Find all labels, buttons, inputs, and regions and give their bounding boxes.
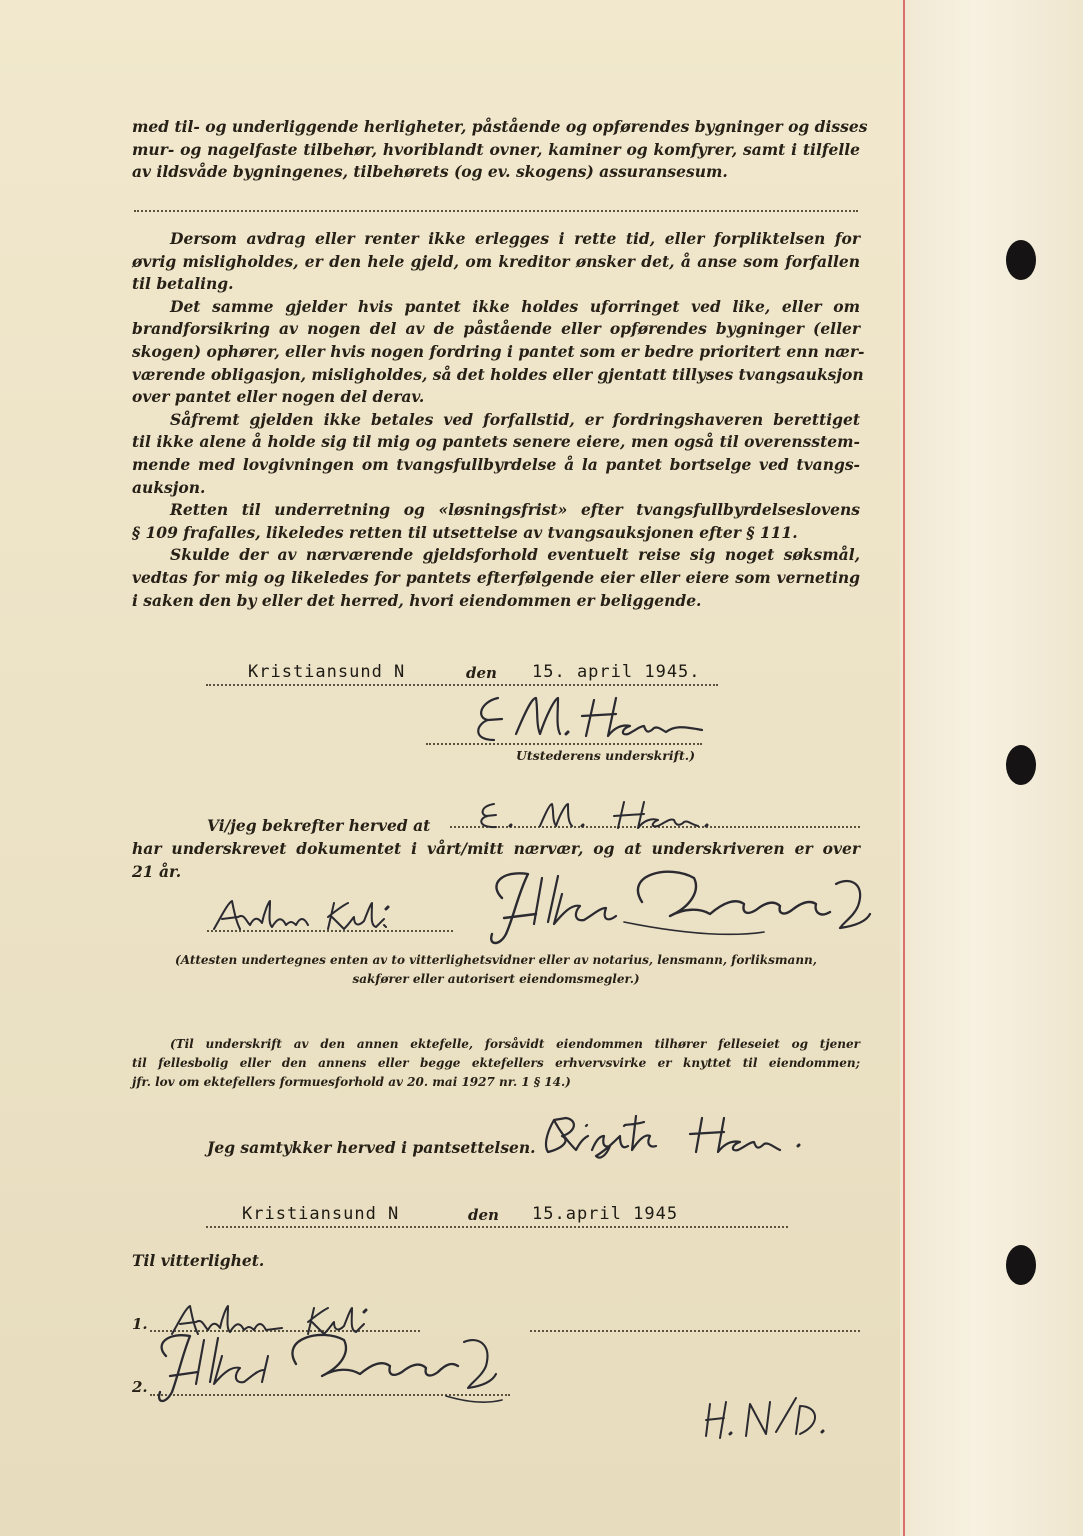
text-line: til fellesbolig eller den annens eller begge ektefellers erhvervsvirke er knyttet til eiendommen;: [132, 1056, 860, 1070]
confirm-name-handwriting: [474, 796, 714, 832]
date2-date: 15.april 1945: [532, 1204, 679, 1224]
punch-hole-1: [1006, 240, 1036, 280]
punch-hole-2: [1006, 745, 1036, 785]
witness-number-2: 2.: [132, 1378, 148, 1396]
date1-den-label: den: [466, 664, 497, 682]
text-line: over pantet eller nogen del derav.: [132, 387, 425, 407]
attestation-note: [132, 951, 860, 989]
text-line: Dersom avdrag eller renter ikke erlegges i rette tid, eller forpliktelsen for: [170, 229, 860, 248]
text-line: sakfører eller autorisert eiendomsmegler.): [352, 972, 640, 986]
text-line: med til- og underliggende herligheter, påstående og opførendes bygninger og disses: [132, 117, 868, 136]
issuer-signature-line: [426, 743, 702, 745]
text-line: øvrig misligholdes, er den hele gjeld, om kreditor ønsker det, å anse som forfallen: [132, 251, 860, 271]
red-margin-rule: [903, 0, 905, 1536]
consent-text: Jeg samtykker herved i pantsettelsen.: [207, 1138, 536, 1157]
confirm-prefix: Vi/jeg bekrefter herved at: [207, 816, 431, 835]
text-line: Skulde der av nærværende gjeldsforhold eventuelt reise sig noget søksmål,: [170, 545, 860, 565]
text-line: jfr. lov om ektefellers formuesforhold av 20. mai 1927 nr. 1 § 14.): [132, 1075, 571, 1089]
punch-hole-3: [1006, 1245, 1036, 1285]
issuer-signature: [470, 690, 710, 748]
spouse-signature: [540, 1110, 810, 1160]
date1-date: 15. april 1945.: [532, 662, 701, 682]
date-line-1: [206, 684, 718, 686]
margin-note: [700, 1390, 840, 1450]
text-line: mur- og nagelfaste tilbehør, hvoriblandt ovner, kaminer og komfyrer, samt i tilfelle: [132, 139, 860, 159]
text-line: 21 år.: [132, 861, 182, 881]
witness-number-1: 1.: [132, 1315, 148, 1333]
terms-paragraphs: [132, 228, 865, 612]
witness-line-1b: [530, 1330, 860, 1332]
text-line: brandforsikring av nogen del av de påstående eller opførendes bygninger (eller: [132, 319, 860, 339]
text-line: vedtas for mig og likeledes for pantets efterfølgende eier eller eiere som verneting: [132, 567, 860, 587]
issuer-signature-label: Utstederens underskrift.): [516, 748, 696, 763]
text-line: Retten til underretning og «løsningsfrist» efter tvangsfullbyrdelseslovens: [170, 500, 860, 520]
spouse-note: [132, 1035, 860, 1092]
dotted-separator: [134, 210, 858, 212]
text-line: værende obligasjon, misligholdes, så det holdes eller gjentatt tillyses tvangsauksjon: [132, 364, 864, 384]
text-line: § 109 frafalles, likeledes retten til utsettelse av tvangsauksjonen efter § 111.: [132, 522, 798, 542]
text-line: (Til underskrift av den annen ektefelle, forsåvidt eiendommen tilhører felleseiet og tjener: [170, 1037, 860, 1051]
date1-place: Kristiansund N: [248, 662, 406, 682]
text-line: har underskrevet dokumentet i vårt/mitt nærvær, og at underskriveren er over: [132, 839, 860, 858]
date2-place: Kristiansund N: [242, 1204, 400, 1224]
text-line: i saken den by eller det herred, hvori eiendommen er beliggende.: [132, 590, 702, 610]
witness-heading: Til vitterlighet.: [132, 1251, 265, 1270]
text-line: (Attesten undertegnes enten av to vitterlighetsvidner eller av notarius, lensmann, forliksmann,: [175, 953, 817, 967]
intro-paragraph: [132, 116, 868, 184]
text-line: auksjon.: [132, 477, 206, 497]
witness2-signature: [474, 864, 884, 964]
witness1-signature: [208, 895, 418, 935]
date-line-2: [206, 1226, 788, 1228]
text-line: av ildsvåde bygningenes, tilbehørets (og ev. skogens) assuransesum.: [132, 162, 728, 182]
text-line: til ikke alene å holde sig til mig og pantets senere eiere, men også til overensstem-: [132, 432, 860, 452]
text-line: Det samme gjelder hvis pantet ikke holdes uforringet ved like, eller om: [170, 296, 860, 316]
witness-signature-2: [146, 1326, 516, 1422]
right-margin-band: [900, 0, 1083, 1536]
text-line: til betaling.: [132, 274, 234, 294]
text-line: Såfremt gjelden ikke betales ved forfallstid, er fordringshaveren berettiget: [170, 409, 860, 429]
date2-den-label: den: [468, 1206, 499, 1224]
text-line: mende med lovgivningen om tvangsfullbyrdelse å la pantet bortselge ved tvangs-: [132, 454, 860, 474]
text-line: skogen) ophører, eller hvis nogen fordring i pantet som er bedre prioritert enn nær-: [132, 341, 865, 361]
